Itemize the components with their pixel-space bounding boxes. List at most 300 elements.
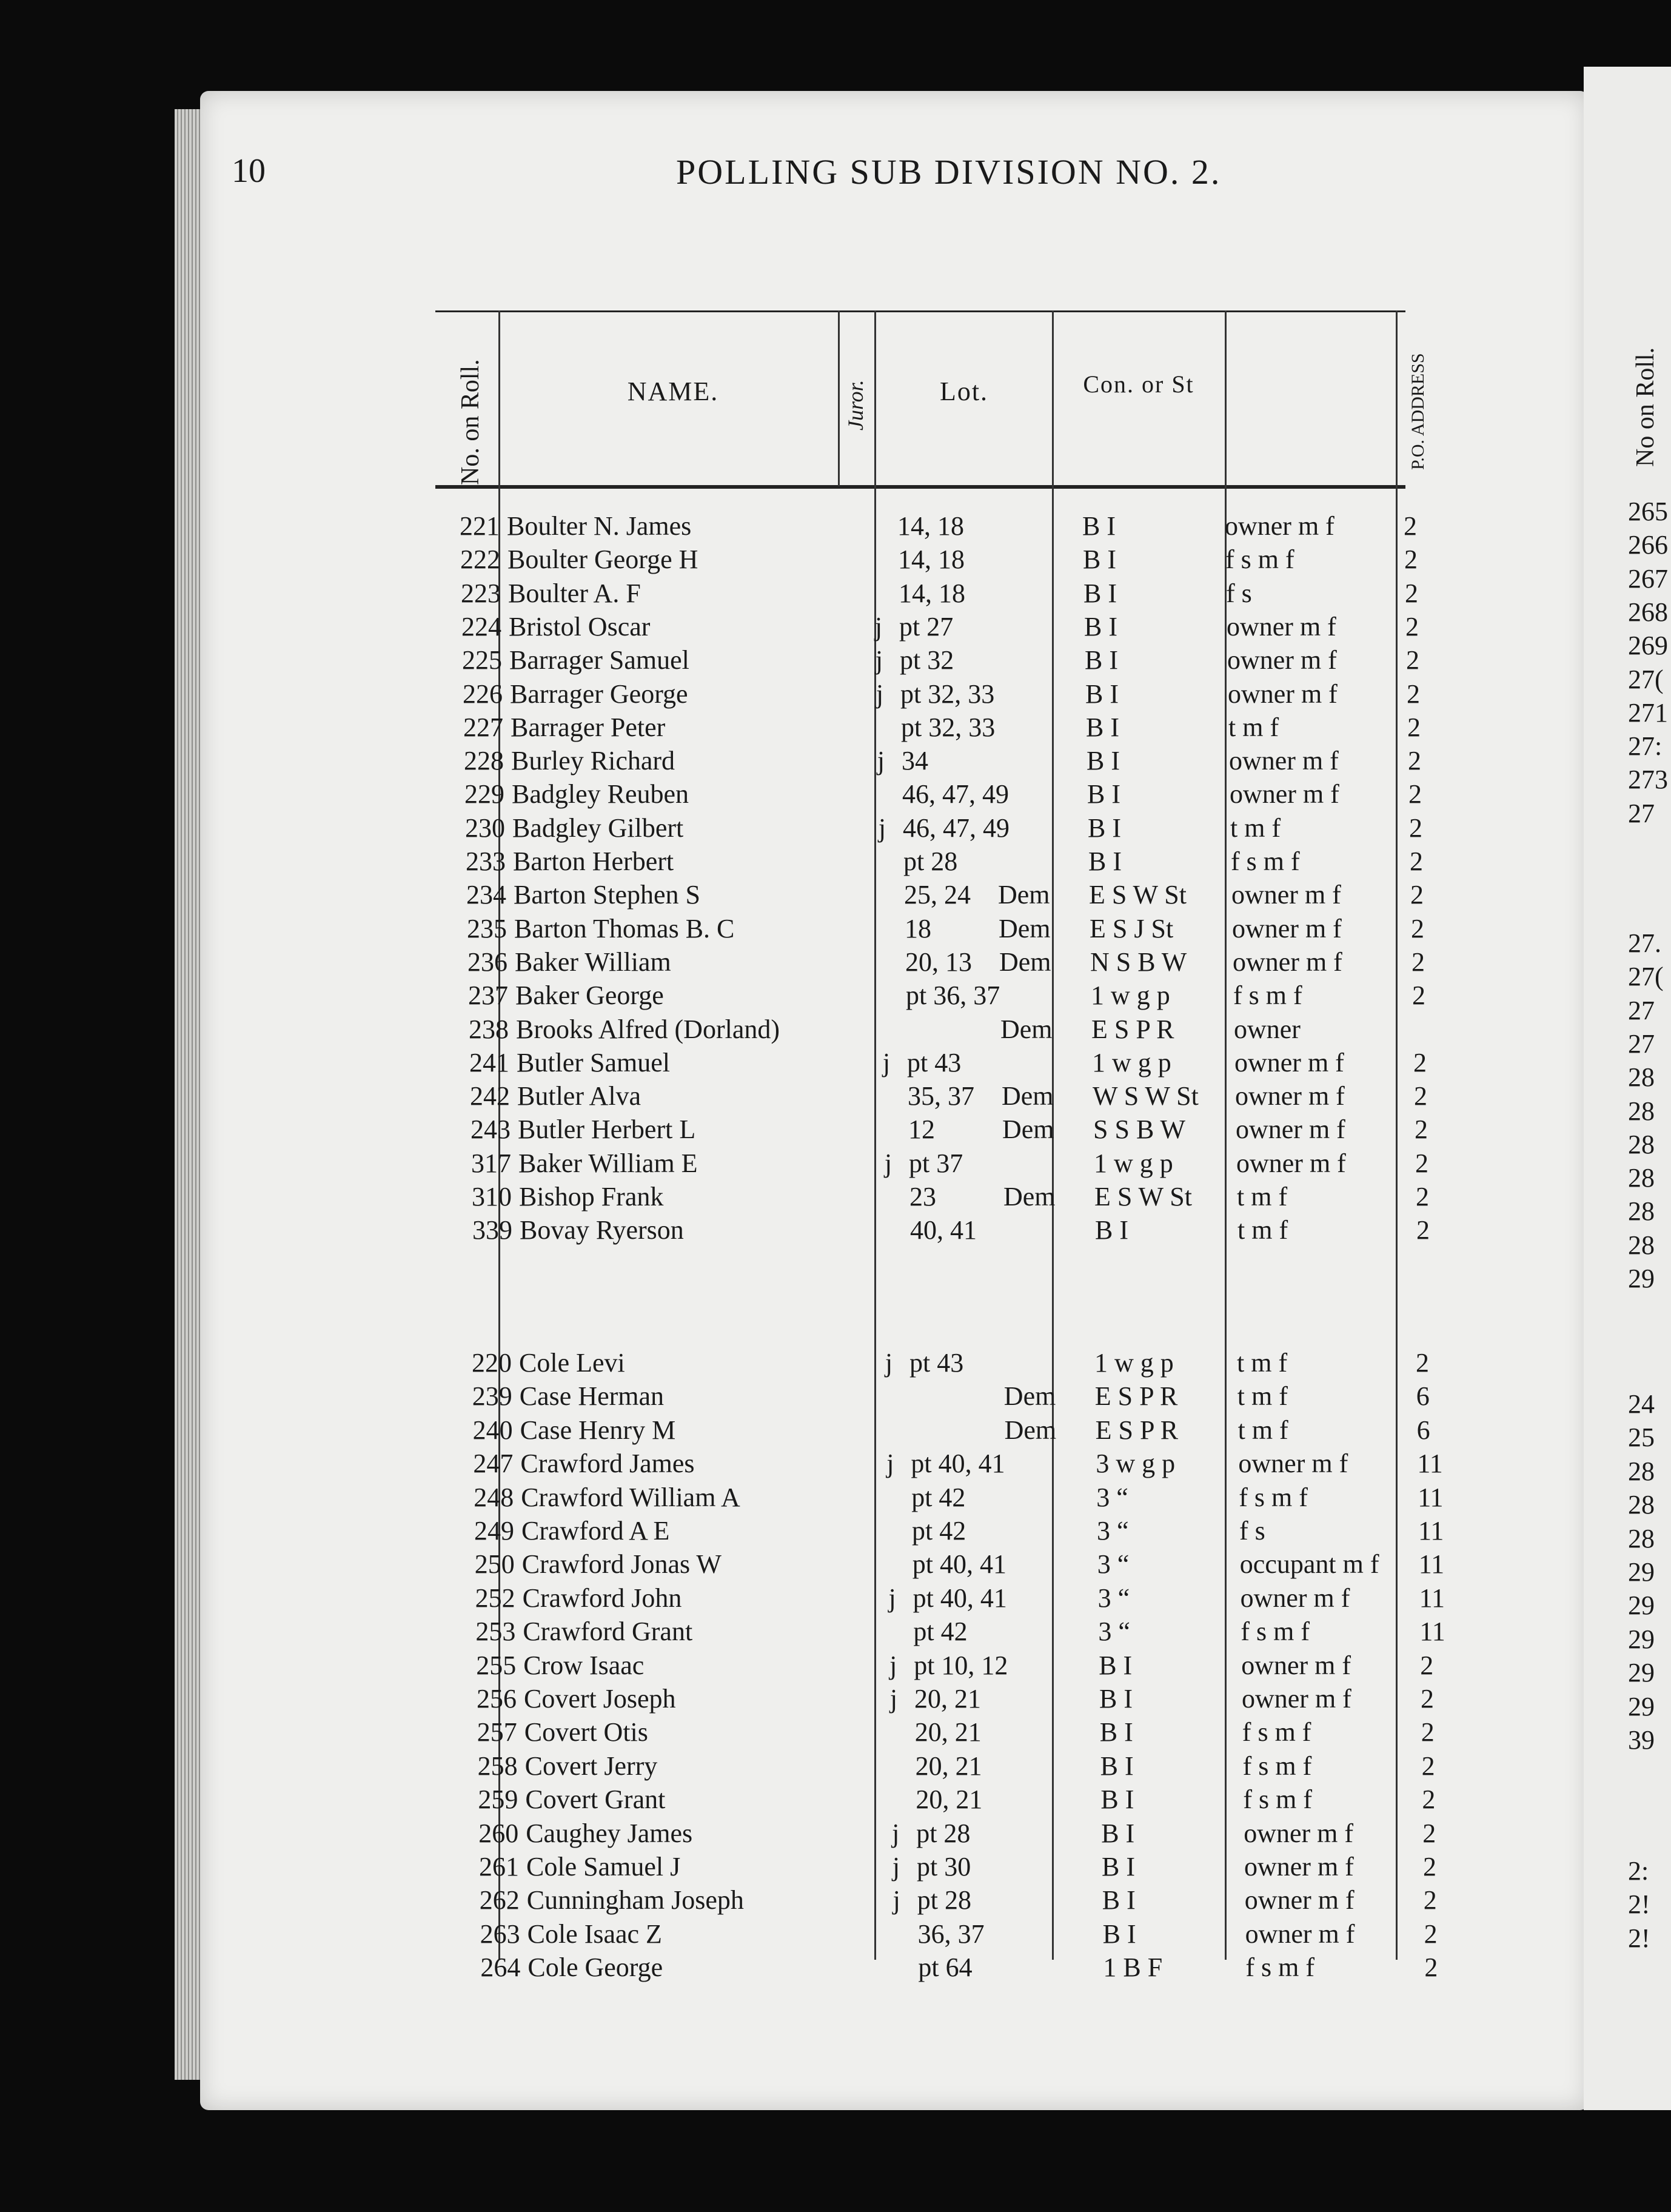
- roll-row: [445, 1919, 1476, 1951]
- roll-number: 260: [478, 1818, 519, 1848]
- roll-number: 230: [465, 813, 505, 843]
- po-address-value: 6: [1416, 1415, 1430, 1445]
- voter-name: Cole Samuel J: [526, 1852, 681, 1882]
- status-value: owner m f: [1231, 880, 1341, 910]
- adjacent-roll-number: 271: [1628, 697, 1668, 728]
- voter-name: Boulter George H: [507, 545, 698, 575]
- status-value: owner m f: [1244, 1818, 1354, 1848]
- concession-value: B I: [1101, 1818, 1135, 1848]
- roll-number: 258: [477, 1751, 518, 1781]
- lot-value: pt 27: [899, 611, 954, 642]
- voter-name: Cole George: [527, 1952, 663, 1983]
- voter-name: Baker William E: [518, 1148, 698, 1178]
- status-value: owner m f: [1227, 645, 1337, 675]
- roll-row: [425, 544, 1456, 577]
- concession-value: B I: [1083, 578, 1117, 608]
- po-address-value: 2: [1416, 1348, 1429, 1378]
- concession-value: S S B W: [1093, 1114, 1186, 1145]
- concession-value: B I: [1100, 1785, 1134, 1815]
- roll-number: 257: [477, 1717, 517, 1748]
- voter-name: Cole Levi: [519, 1348, 625, 1378]
- roll-number: 237: [468, 980, 508, 1011]
- concession-value: B I: [1102, 1919, 1136, 1949]
- voter-name: Butler Alva: [517, 1081, 641, 1111]
- roll-number: 221: [460, 511, 500, 541]
- po-address-value: 2: [1421, 1717, 1435, 1748]
- roll-number: 228: [464, 746, 504, 776]
- dem-mark: Dem: [998, 880, 1050, 910]
- concession-value: B I: [1085, 645, 1118, 675]
- concession-value: B I: [1082, 511, 1116, 541]
- concession-value: E S P R: [1094, 1381, 1178, 1412]
- adjacent-roll-number: 2!: [1628, 1889, 1650, 1920]
- adjacent-roll-number: 29: [1628, 1658, 1655, 1688]
- adjacent-roll-number: 28: [1628, 1129, 1655, 1159]
- concession-value: B I: [1095, 1215, 1128, 1245]
- roll-row: [444, 1885, 1475, 1917]
- voter-name: Bishop Frank: [519, 1182, 664, 1212]
- po-address-value: 2: [1422, 1785, 1436, 1815]
- roll-row: [440, 1549, 1470, 1581]
- roll-row: [428, 712, 1459, 745]
- po-address-value: 2: [1415, 1148, 1428, 1178]
- juror-mark: j: [877, 746, 885, 776]
- lot-value: 36, 37: [917, 1919, 985, 1949]
- status-value: f s m f: [1239, 1482, 1308, 1512]
- dem-mark: Dem: [1000, 1014, 1053, 1044]
- roll-row: [431, 879, 1462, 912]
- roll-row: [441, 1650, 1472, 1683]
- roll-row: [441, 1683, 1472, 1716]
- concession-value: B I: [1100, 1751, 1134, 1781]
- po-address-value: 2: [1421, 1751, 1435, 1781]
- po-address-value: 2: [1411, 913, 1424, 943]
- status-value: owner m f: [1228, 679, 1338, 709]
- concession-value: E S W St: [1089, 880, 1187, 910]
- roll-number: 224: [461, 611, 501, 642]
- roll-number: 225: [462, 645, 502, 675]
- roll-number: 252: [475, 1583, 515, 1613]
- roll-row: [443, 1784, 1473, 1817]
- lot-value: 35, 37: [908, 1081, 974, 1111]
- po-address-value: 11: [1418, 1482, 1444, 1512]
- scan-border: [0, 2110, 1671, 2212]
- adjacent-roll-number: 266: [1628, 530, 1668, 560]
- juror-mark: j: [892, 1852, 900, 1882]
- concession-value: B I: [1102, 1852, 1135, 1882]
- voter-name: Covert Joseph: [524, 1684, 676, 1714]
- concession-value: 1 w g p: [1094, 1148, 1173, 1178]
- adjacent-roll-number: 28: [1628, 1062, 1655, 1093]
- concession-value: B I: [1099, 1684, 1133, 1714]
- roll-number: 256: [477, 1684, 517, 1714]
- voter-name: Cunningham Joseph: [526, 1885, 744, 1915]
- status-value: owner m f: [1232, 913, 1342, 943]
- po-address-value: 2: [1422, 1818, 1436, 1848]
- concession-value: B I: [1087, 746, 1120, 776]
- status-value: t m f: [1237, 1415, 1288, 1445]
- po-address-value: 6: [1416, 1381, 1430, 1412]
- roll-row: [427, 645, 1458, 677]
- status-value: owner m f: [1234, 1047, 1344, 1078]
- status-value: t m f: [1237, 1348, 1288, 1378]
- po-address-value: 2: [1416, 1215, 1430, 1245]
- po-address-value: 2: [1410, 846, 1423, 876]
- roll-row: [439, 1515, 1470, 1548]
- adjacent-roll-number: 268: [1628, 597, 1668, 627]
- adjacent-roll-number: 27: [1628, 798, 1655, 828]
- col-header-con-or-st: Con. or St: [1083, 370, 1194, 398]
- voter-name: Crawford James: [520, 1449, 695, 1479]
- roll-number: 248: [474, 1482, 514, 1512]
- adjacent-roll-number: 265: [1628, 497, 1668, 526]
- lot-value: 14, 18: [899, 578, 965, 608]
- concession-value: N S B W: [1090, 947, 1187, 977]
- status-value: t m f: [1228, 712, 1279, 742]
- status-value: f s m f: [1231, 846, 1300, 876]
- juror-mark: j: [875, 645, 883, 675]
- concession-value: E S P R: [1095, 1415, 1179, 1445]
- lot-value: pt 40, 41: [911, 1449, 1005, 1479]
- concession-value: B I: [1099, 1650, 1133, 1680]
- roll-number: 250: [474, 1549, 515, 1580]
- adjacent-roll-number: 29: [1628, 1557, 1655, 1587]
- dem-mark: Dem: [1004, 1415, 1057, 1445]
- lot-value: 23: [909, 1182, 936, 1212]
- roll-row: [444, 1851, 1475, 1884]
- po-address-value: 2: [1407, 712, 1421, 742]
- adjacent-roll-number: 27: [1628, 995, 1655, 1025]
- concession-value: B I: [1088, 813, 1121, 843]
- roll-number: 233: [466, 846, 506, 876]
- status-value: owner m f: [1233, 947, 1342, 977]
- status-value: owner m f: [1244, 1852, 1354, 1882]
- voter-name: Badgley Gilbert: [512, 813, 684, 843]
- voter-name: Barton Thomas B. C: [514, 913, 735, 943]
- status-value: occupant m f: [1239, 1549, 1379, 1580]
- lot-value: 20, 21: [914, 1717, 982, 1748]
- voter-name: Baker George: [515, 980, 664, 1011]
- adjacent-roll-number: 28: [1628, 1163, 1655, 1193]
- roll-number: 222: [460, 545, 500, 575]
- juror-mark: j: [886, 1449, 894, 1479]
- adjacent-roll-number: 39: [1628, 1725, 1655, 1755]
- concession-value: 1 w g p: [1091, 980, 1170, 1011]
- juror-mark: j: [892, 1885, 900, 1915]
- po-address-value: 2: [1414, 1081, 1427, 1111]
- roll-number: 249: [474, 1516, 514, 1546]
- po-address-value: 2: [1405, 578, 1418, 608]
- juror-mark: j: [882, 1047, 891, 1078]
- juror-mark: j: [876, 679, 884, 709]
- roll-number: 263: [480, 1919, 520, 1949]
- roll-number: 243: [470, 1114, 511, 1145]
- po-address-value: 11: [1418, 1516, 1444, 1546]
- voter-name: Baker William: [515, 947, 671, 977]
- page-number: 10: [232, 152, 266, 190]
- adjacent-roll-number: 2!: [1628, 1923, 1650, 1953]
- roll-row: [432, 913, 1462, 946]
- roll-number: 236: [467, 947, 507, 977]
- roll-number: 239: [472, 1381, 512, 1412]
- col-header-po-address: P.O. ADDRESS: [1408, 353, 1428, 470]
- roll-row: [438, 1415, 1468, 1447]
- dem-mark: Dem: [1002, 1081, 1054, 1111]
- roll-number: 339: [472, 1215, 512, 1245]
- voter-name: Crawford John: [522, 1583, 682, 1613]
- po-address-value: 2: [1409, 813, 1422, 843]
- adjacent-roll-number: 24: [1628, 1389, 1655, 1419]
- adjacent-roll-number: 28: [1628, 1196, 1655, 1227]
- po-address-value: 2: [1408, 746, 1421, 776]
- voter-name: Badgley Reuben: [512, 779, 689, 809]
- lot-value: pt 42: [911, 1482, 966, 1512]
- dem-mark: Dem: [1002, 1114, 1054, 1145]
- roll-number: 247: [473, 1449, 514, 1479]
- lot-value: pt 36, 37: [906, 980, 1000, 1011]
- col-header-name: NAME.: [627, 377, 719, 406]
- po-address-value: 2: [1406, 645, 1419, 675]
- po-address-value: 2: [1416, 1182, 1429, 1212]
- roll-number: 223: [461, 578, 501, 608]
- lot-value: pt 32: [900, 645, 954, 675]
- juror-mark: j: [884, 1148, 892, 1178]
- concession-value: B I: [1102, 1885, 1136, 1915]
- adjacent-roll-number: 28: [1628, 1230, 1655, 1260]
- lot-value: pt 42: [912, 1516, 966, 1546]
- concession-value: E S P R: [1091, 1014, 1174, 1044]
- po-address-value: 2: [1415, 1114, 1428, 1145]
- lot-value: pt 28: [917, 1885, 972, 1915]
- voter-name: Bovay Ryerson: [520, 1215, 684, 1245]
- lot-value: 40, 41: [910, 1215, 977, 1245]
- voter-name: Covert Otis: [524, 1717, 648, 1748]
- adjacent-roll-number: 28: [1628, 1523, 1655, 1553]
- roll-number: 242: [470, 1081, 510, 1111]
- concession-value: 3 w g p: [1096, 1449, 1176, 1479]
- roll-row: [435, 1081, 1465, 1113]
- status-value: owner m f: [1236, 1114, 1345, 1145]
- status-value: owner m f: [1229, 746, 1339, 776]
- concession-value: B I: [1084, 611, 1117, 642]
- voter-name: Brooks Alfred (Dorland): [516, 1014, 780, 1044]
- status-value: owner m f: [1240, 1583, 1350, 1613]
- adjacent-roll-number: 28: [1628, 1490, 1655, 1520]
- juror-mark: j: [878, 813, 886, 843]
- status-value: owner m f: [1245, 1919, 1355, 1949]
- concession-value: 3 “: [1097, 1516, 1129, 1546]
- lot-value: 20, 21: [914, 1684, 981, 1714]
- po-address-value: 2: [1404, 511, 1417, 541]
- concession-value: 1 B F: [1103, 1952, 1163, 1983]
- roll-row: [443, 1818, 1474, 1851]
- roll-number: 310: [472, 1182, 512, 1212]
- concession-value: 1 w g p: [1094, 1348, 1174, 1378]
- juror-mark: j: [888, 1583, 896, 1613]
- concession-value: 1 w g p: [1092, 1047, 1171, 1078]
- roll-row: [430, 846, 1461, 879]
- roll-number: 255: [476, 1650, 517, 1680]
- lot-value: pt 10, 12: [914, 1650, 1008, 1680]
- concession-value: B I: [1085, 679, 1119, 709]
- lot-value: pt 37: [909, 1148, 963, 1178]
- voter-name: Covert Jerry: [524, 1751, 658, 1781]
- status-value: owner m f: [1244, 1885, 1355, 1915]
- voter-name: Crow Isaac: [523, 1650, 645, 1680]
- roll-row: [435, 1114, 1466, 1147]
- juror-mark: j: [874, 611, 883, 642]
- roll-number: 241: [469, 1047, 509, 1078]
- lot-value: 46, 47, 49: [902, 779, 1009, 809]
- lot-value: pt 28: [916, 1818, 971, 1848]
- concession-value: W S W St: [1093, 1081, 1199, 1111]
- roll-row: [424, 511, 1455, 543]
- roll-row: [437, 1181, 1467, 1214]
- po-address-value: 2: [1407, 679, 1420, 709]
- rule-name-juror: [838, 310, 840, 486]
- adjacent-roll-number: 29: [1628, 1590, 1655, 1621]
- status-value: f s: [1226, 578, 1252, 608]
- lot-value: 46, 47, 49: [903, 813, 1010, 843]
- adjacent-roll-number: 27: [1628, 1028, 1655, 1059]
- lot-value: pt 43: [907, 1047, 962, 1078]
- col-header-lot: Lot.: [939, 377, 989, 406]
- status-value: f s m f: [1243, 1785, 1313, 1815]
- roll-row: [436, 1148, 1467, 1181]
- po-address-value: 2: [1404, 545, 1418, 575]
- lot-value: pt 43: [909, 1348, 964, 1378]
- roll-row: [437, 1215, 1468, 1247]
- adjacent-roll-number: 27(: [1628, 962, 1664, 992]
- adjacent-roll-number: 25: [1628, 1423, 1655, 1453]
- lot-value: pt 42: [913, 1617, 968, 1647]
- lot-value: 34: [902, 746, 928, 776]
- status-value: owner m f: [1238, 1449, 1348, 1479]
- lot-value: pt 32, 33: [900, 679, 995, 709]
- lot-value: 12: [908, 1114, 935, 1145]
- status-value: f s m f: [1241, 1617, 1310, 1647]
- status-value: owner m f: [1225, 511, 1334, 541]
- roll-number: 264: [480, 1952, 521, 1983]
- roll-number: 229: [464, 779, 504, 809]
- po-address-value: 11: [1419, 1583, 1445, 1613]
- dem-mark: Dem: [1003, 1381, 1056, 1412]
- po-address-value: 2: [1423, 1885, 1437, 1915]
- status-value: f s: [1239, 1516, 1265, 1546]
- voter-name: Covert Grant: [525, 1785, 666, 1815]
- dem-mark: Dem: [999, 947, 1051, 977]
- roll-row: [434, 1047, 1465, 1080]
- lot-value: pt 64: [918, 1952, 973, 1983]
- concession-value: B I: [1086, 712, 1119, 742]
- po-address-value: 11: [1419, 1617, 1445, 1647]
- adjacent-roll-number: 28: [1628, 1096, 1655, 1126]
- roll-row: [427, 679, 1458, 711]
- voter-name: Butler Herbert L: [518, 1114, 696, 1145]
- voter-name: Butler Samuel: [517, 1047, 670, 1078]
- po-address-value: 2: [1421, 1684, 1434, 1714]
- voter-name: Barrager Peter: [511, 712, 666, 742]
- status-value: owner m f: [1242, 1684, 1351, 1714]
- adjacent-roll-number: 27.: [1628, 928, 1661, 958]
- voter-name: Crawford William A: [521, 1482, 740, 1512]
- roll-row: [437, 1347, 1467, 1380]
- adjacent-roll-number: 267: [1628, 563, 1668, 594]
- roll-row: [445, 1952, 1476, 1985]
- juror-mark: j: [892, 1818, 900, 1848]
- voter-name: Barton Stephen S: [514, 880, 700, 910]
- po-address-value: 2: [1424, 1952, 1438, 1983]
- status-value: owner m f: [1235, 1081, 1345, 1111]
- roll-row: [440, 1616, 1471, 1649]
- lot-value: 14, 18: [897, 511, 964, 541]
- adjacent-roll-number: 28: [1628, 1456, 1655, 1486]
- concession-value: E S W St: [1094, 1182, 1192, 1212]
- po-address-value: 2: [1410, 880, 1424, 910]
- voter-name: Burley Richard: [511, 746, 675, 776]
- status-value: f s m f: [1242, 1751, 1312, 1781]
- voter-name: Cole Isaac Z: [527, 1919, 662, 1949]
- status-value: f s m f: [1245, 1952, 1315, 1983]
- roll-row: [430, 813, 1461, 845]
- roll-number: 317: [471, 1148, 511, 1178]
- status-value: t m f: [1237, 1182, 1288, 1212]
- concession-value: B I: [1087, 779, 1120, 809]
- dem-mark: Dem: [1003, 1182, 1056, 1212]
- po-address-value: 2: [1408, 779, 1422, 809]
- roll-row: [429, 779, 1460, 811]
- roll-row: [440, 1583, 1471, 1615]
- roll-number: 234: [466, 880, 506, 910]
- roll-row: [438, 1482, 1469, 1515]
- adjacent-col-header: No on Roll.: [1632, 347, 1659, 467]
- concession-value: B I: [1088, 846, 1122, 876]
- lot-value: 20, 21: [916, 1785, 983, 1815]
- lot-value: 20, 13: [905, 947, 972, 977]
- status-value: owner m f: [1230, 779, 1339, 809]
- voter-name: Barrager George: [510, 679, 688, 709]
- page-title: POLLING SUB DIVISION NO. 2.: [676, 152, 1222, 192]
- status-value: owner m f: [1241, 1650, 1351, 1680]
- page-edge-stack: [175, 109, 201, 2080]
- po-address-value: 11: [1418, 1549, 1445, 1580]
- voter-name: Crawford Jonas W: [521, 1549, 722, 1580]
- adjacent-roll-number: 27(: [1628, 664, 1664, 694]
- dem-mark: Dem: [999, 913, 1051, 943]
- po-address-value: 2: [1424, 1919, 1438, 1949]
- lot-value: 20, 21: [915, 1751, 982, 1781]
- voter-name: Bristol Oscar: [509, 611, 651, 642]
- adjacent-roll-number: 27:: [1628, 731, 1663, 762]
- lot-value: 14, 18: [898, 545, 965, 575]
- status-value: owner: [1234, 1014, 1301, 1044]
- voter-name: Crawford Grant: [523, 1617, 693, 1647]
- status-value: f s m f: [1225, 545, 1294, 575]
- roll-row: [434, 1014, 1464, 1047]
- po-address-value: 2: [1413, 1047, 1427, 1078]
- status-value: t m f: [1230, 813, 1281, 843]
- po-address-value: 2: [1405, 611, 1419, 642]
- adjacent-roll-number: 29: [1628, 1264, 1655, 1293]
- roll-row: [437, 1381, 1468, 1413]
- voter-name: Case Henry M: [520, 1415, 676, 1445]
- col-header-juror: Juror.: [843, 380, 868, 431]
- adjacent-roll-number: 273: [1628, 765, 1668, 795]
- lot-value: 18: [905, 913, 931, 943]
- concession-value: B I: [1099, 1717, 1133, 1748]
- concession-value: E S J St: [1090, 913, 1174, 943]
- lot-value: pt 30: [917, 1852, 971, 1882]
